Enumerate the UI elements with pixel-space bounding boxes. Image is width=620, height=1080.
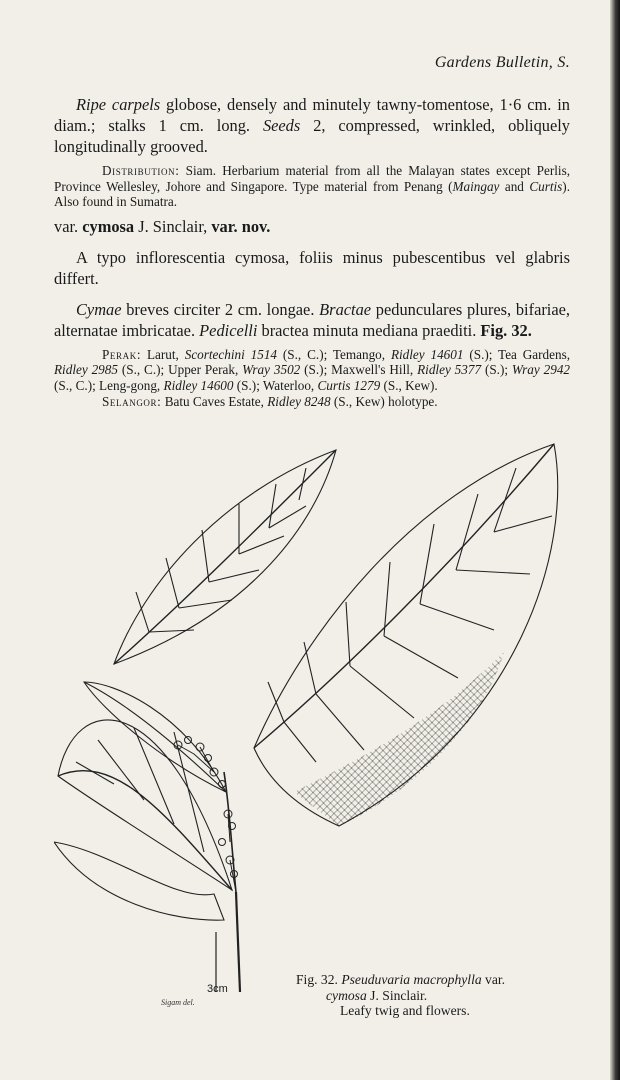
- text: breves circiter 2 cm. longae.: [121, 299, 320, 319]
- scale-label: 3cm: [207, 983, 228, 995]
- illustrator-signature: Sigam del.: [161, 998, 195, 1007]
- specimen: Ridley 8248: [267, 393, 331, 409]
- variety-name: cymosa: [82, 216, 135, 236]
- specimens-selangor: [54, 394, 570, 410]
- text: bractea minuta mediana praediti.: [257, 320, 481, 340]
- caption-species: Pseuduvaria macrophylla: [341, 972, 482, 987]
- text: (S.);: [481, 362, 512, 378]
- caption-variety: cymosa: [326, 987, 367, 1003]
- page-text-block: [54, 54, 570, 409]
- specimen: Ridley 2985: [54, 362, 118, 378]
- running-head: Gardens Bulletin, S.: [434, 54, 570, 71]
- term-seeds: Seeds: [262, 116, 301, 135]
- text: (S., C.); Upper Perak,: [117, 362, 243, 378]
- specimen: Wray 2942: [511, 362, 571, 378]
- text: pedunculares plures, bifariae, alternatae imbricatae.: [54, 299, 571, 340]
- specimen: Ridley 14600: [163, 377, 234, 393]
- caption-line-3: Leafy twig and flowers.: [340, 1003, 470, 1019]
- text: (S., Kew).: [380, 377, 438, 393]
- text: 2, compressed, wrinkled, obliquely longitudinally grooved.: [54, 116, 570, 156]
- term: Cymae: [76, 299, 122, 319]
- text: Siam. Herbarium material from all the Malayan states except Perlis, Province Wellesley, Johore and Singapore. Type material from Penang (: [54, 163, 570, 194]
- stem: [224, 772, 240, 992]
- caption-line-1: [296, 972, 580, 988]
- specimens-perak: [54, 347, 570, 394]
- collector-name: Maingay: [452, 178, 500, 194]
- specimen: Ridley 14601: [390, 346, 464, 362]
- right-leaf: [254, 444, 558, 826]
- text: (S.); Waterloo,: [233, 377, 318, 393]
- text: J. Sinclair.: [366, 987, 428, 1003]
- text: var.: [481, 972, 506, 987]
- lower-left-leaf: [54, 720, 232, 920]
- text: (S., C.); Temango,: [277, 346, 391, 362]
- left-mid-leaf: [84, 682, 226, 792]
- specimen: Scortechini 1514: [184, 346, 278, 362]
- caption-line-2: [296, 988, 580, 1004]
- specimen: Wray 3502: [242, 362, 301, 378]
- botanical-illustration: [54, 432, 584, 1032]
- distribution-label: Distribution:: [102, 163, 180, 178]
- text: (S.); Maxwell's Hill,: [300, 362, 418, 378]
- latin-description: [54, 299, 570, 341]
- collector-name: Curtis: [529, 178, 563, 194]
- text: (S., Kew) holotype.: [330, 393, 438, 409]
- book-spine-edge: [610, 0, 620, 1080]
- text: (S., C.); Leng-gong,: [54, 377, 164, 393]
- term: Bractae: [319, 299, 372, 319]
- latin-diagnosis: A typo inflorescentia cymosa, foliis minus pubescentibus vel glabris differt.: [54, 247, 570, 288]
- specimen: Curtis 1279: [317, 377, 381, 393]
- ripe-carpels-paragraph: [54, 94, 570, 157]
- text: J. Sinclair,: [134, 216, 212, 236]
- text: globose, densely and minutely tawny-tomentose, 1·6 cm. in diam.; stalks 1 cm. long.: [54, 95, 570, 135]
- text: and: [499, 178, 530, 194]
- term-ripe-carpels: Ripe carpels: [76, 95, 161, 114]
- state-label-selangor: Selangor:: [102, 393, 162, 409]
- term: Pedicelli: [199, 320, 258, 340]
- text: Larut,: [141, 346, 185, 362]
- text: (S.); Tea Gardens,: [463, 346, 571, 362]
- specimen: Ridley 5377: [417, 362, 482, 378]
- text: Batu Caves Estate,: [161, 393, 268, 409]
- state-label-perak: Perak:: [102, 346, 142, 362]
- upper-left-leaf: [114, 450, 336, 664]
- caption-figure-number: Fig. 32.: [296, 972, 342, 987]
- distribution-paragraph: [54, 163, 570, 210]
- figure-caption: [296, 972, 580, 1019]
- variety-status: var. nov.: [211, 216, 271, 236]
- text: ). Also found in Sumatra.: [54, 178, 570, 210]
- figure-reference: Fig. 32.: [480, 320, 532, 340]
- variety-heading: [54, 216, 570, 237]
- text: var.: [54, 216, 83, 236]
